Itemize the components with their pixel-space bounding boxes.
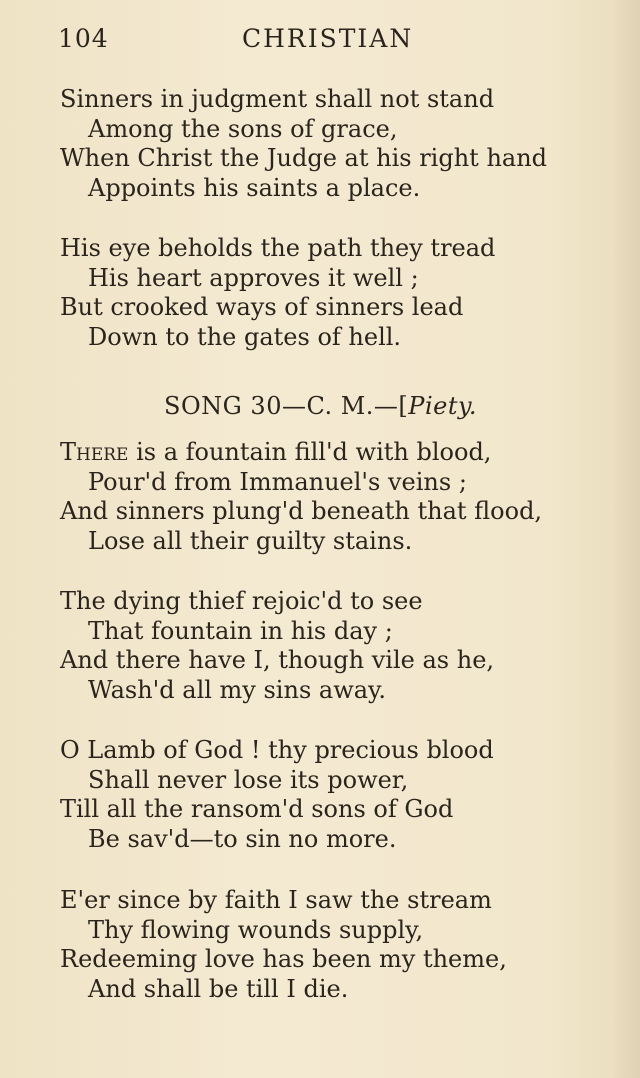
song-heading (164, 392, 477, 420)
verse-line: Down to the gates of hell. (88, 322, 402, 351)
page-header (58, 24, 578, 60)
verse-line: But crooked ways of sinners lead (60, 293, 464, 321)
prev-stanza-1 (60, 85, 600, 203)
verse-line: Be sav'd—to sin no more. (88, 824, 397, 853)
verse-line: Redeeming love has been my theme, (60, 945, 507, 973)
song-stanza-2 (60, 587, 600, 705)
verse-line: His eye beholds the path they tread (60, 234, 496, 262)
running-title: CHRISTIAN (242, 24, 414, 53)
verse-line: His heart approves it well ; (88, 263, 419, 292)
verse-line (60, 438, 600, 468)
verse-line: Till all the ransom'd sons of God (60, 795, 454, 823)
song-stanza-3 (60, 736, 600, 854)
verse-line: O Lamb of God ! thy precious blood (60, 736, 494, 764)
verse-line: Shall never lose its power, (88, 765, 409, 794)
verse-line: When Christ the Judge at his right hand (60, 144, 548, 172)
verse-line: That fountain in his day ; (88, 616, 393, 645)
verse-line: Lose all their guilty stains. (88, 526, 413, 555)
verse-line: Among the sons of grace, (88, 114, 398, 143)
verse-line: And there have I, though vile as he, (60, 646, 495, 674)
song-number: SONG 30—C. M.—[ (164, 392, 409, 420)
song-theme: Piety. (408, 392, 477, 420)
verse-line: Thy flowing wounds supply, (88, 915, 424, 944)
first-word: There (60, 438, 129, 466)
verse-line: E'er since by faith I saw the stream (60, 886, 492, 914)
song-stanza-4 (60, 886, 600, 1004)
verse-line: Appoints his saints a place. (88, 173, 421, 202)
verse-line: Sinners in judgment shall not stand (60, 85, 495, 113)
page-number: 104 (58, 24, 109, 53)
verse-line: Pour'd from Immanuel's veins ; (88, 467, 467, 496)
page-edge-shadow (612, 0, 640, 1078)
verse-line: And sinners plung'd beneath that flood, (60, 497, 543, 525)
verse-line: Wash'd all my sins away. (88, 675, 387, 704)
verse-line: The dying thief rejoic'd to see (60, 587, 423, 615)
verse-line: And shall be till I die. (88, 974, 349, 1003)
verse-line-rest: is a fountain fill'd with blood, (128, 438, 492, 466)
song-stanza-1 (60, 438, 600, 556)
prev-stanza-2 (60, 234, 600, 352)
